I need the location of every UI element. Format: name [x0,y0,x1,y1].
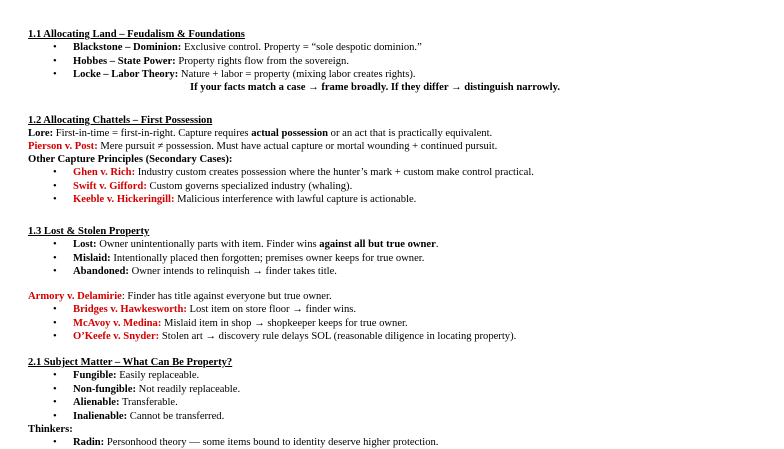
lore-term: Lore: [28,128,54,139]
list-item [73,193,416,206]
case-text: Mere pursuit ≠ possession. Must have actual capture or mortal wounding + continued pursuit. [97,141,498,152]
item-text: Owner intends to relinquish → finder takes title. [128,266,337,277]
section-heading-1-2: 1.2 Allocating Chattels – First Possession [28,115,213,126]
case-name: Ghen v. Rich: [73,167,136,178]
item-term: Fungible: [73,370,117,381]
item-text: Easily replaceable. [116,370,200,381]
lore-bold: actual possession [251,128,329,139]
section-heading-1-1: 1.1 Allocating Land – Feudalism & Foundations [28,29,245,40]
list-item [73,166,534,179]
item-term: Lost: [73,239,97,250]
list-item [73,180,352,193]
list-item [73,317,408,330]
case-text: Lost item on store floor → finder wins. [186,304,357,315]
list-item [73,369,199,382]
list-item [73,410,224,423]
list-item [73,265,337,278]
section-heading-2-1: 2.1 Subject Matter – What Can Be Property? [28,357,233,368]
list-item [73,383,240,396]
list-item [73,330,516,343]
list-item [73,55,349,68]
list-item [73,238,438,251]
list-item [73,252,424,265]
section-heading-1-3: 1.3 Lost & Stolen Property [28,226,150,237]
item-term: Mislaid: [73,253,111,264]
item-bold: against all but true owner [319,239,436,250]
case-text: Custom governs specialized industry (whaling). [146,181,353,192]
lore-text-a: First-in-time = first-in-right. Capture requires [53,128,252,139]
lore-text-b: or an act that is practically equivalent. [328,128,493,139]
item-term: Non-fungible: [73,384,136,395]
item-text: Personhood theory — some items bound to identity deserve higher protection. [104,437,439,448]
case-text: Industry custom creates possession where the hunter’s mark + custom make control practical. [135,167,534,178]
case-text: Mislaid item in shop → shopkeeper keeps for true owner. [161,318,408,329]
item-term: Blackstone – Dominion: [73,42,182,53]
list-item [73,68,416,81]
case-name: Swift v. Gifford: [73,181,147,192]
case-line [28,140,497,153]
subheading: Other Capture Principles (Secondary Cases): [28,154,233,165]
item-text: Exclusive control. Property = “sole despotic dominion.” [181,42,422,53]
item-text: Nature + labor = property (mixing labor creates rights). [178,69,416,80]
list-item [73,303,356,316]
case-line [28,290,332,303]
case-text: Stolen art → discovery rule delays SOL (reasonable diligence in locating property). [159,331,517,342]
case-name: Pierson v. Post: [28,141,98,152]
item-term: Hobbes – State Power: [73,56,176,67]
item-text: Cannot be transferred. [127,411,225,422]
item-term: Radin: [73,437,105,448]
item-text: Intentionally placed then forgotten; premises owner keeps for true owner. [110,253,425,264]
item-text: Not readily replaceable. [135,384,241,395]
case-text: Malicious interference with lawful capture is actionable. [174,194,417,205]
item-term: Abandoned: [73,266,129,277]
case-name: Armory v. Delamirie [28,291,122,302]
case-text: : Finder has title against everyone but true owner. [121,291,332,302]
item-term: Alienable: [73,397,120,408]
item-text: . [435,239,439,250]
item-text: Property rights flow from the sovereign. [175,56,349,67]
case-name: O’Keefe v. Snyder: [73,331,160,342]
strategy-tip: If your facts match a case → frame broadly. If they differ → distinguish narrowly. [190,82,560,93]
case-name: McAvoy v. Medina: [73,318,162,329]
list-item [73,41,422,54]
item-term: Locke – Labor Theory: [73,69,179,80]
subheading: Thinkers: [28,424,73,435]
case-name: Keeble v. Hickeringill: [73,194,175,205]
item-term: Inalienable: [73,411,128,422]
item-text: Owner unintentionally parts with item. Finder wins [96,239,320,250]
case-name: Bridges v. Hawkesworth: [73,304,187,315]
list-item [73,436,438,449]
list-item [73,396,178,409]
item-text: Transferable. [119,397,178,408]
lore-line [28,127,492,140]
